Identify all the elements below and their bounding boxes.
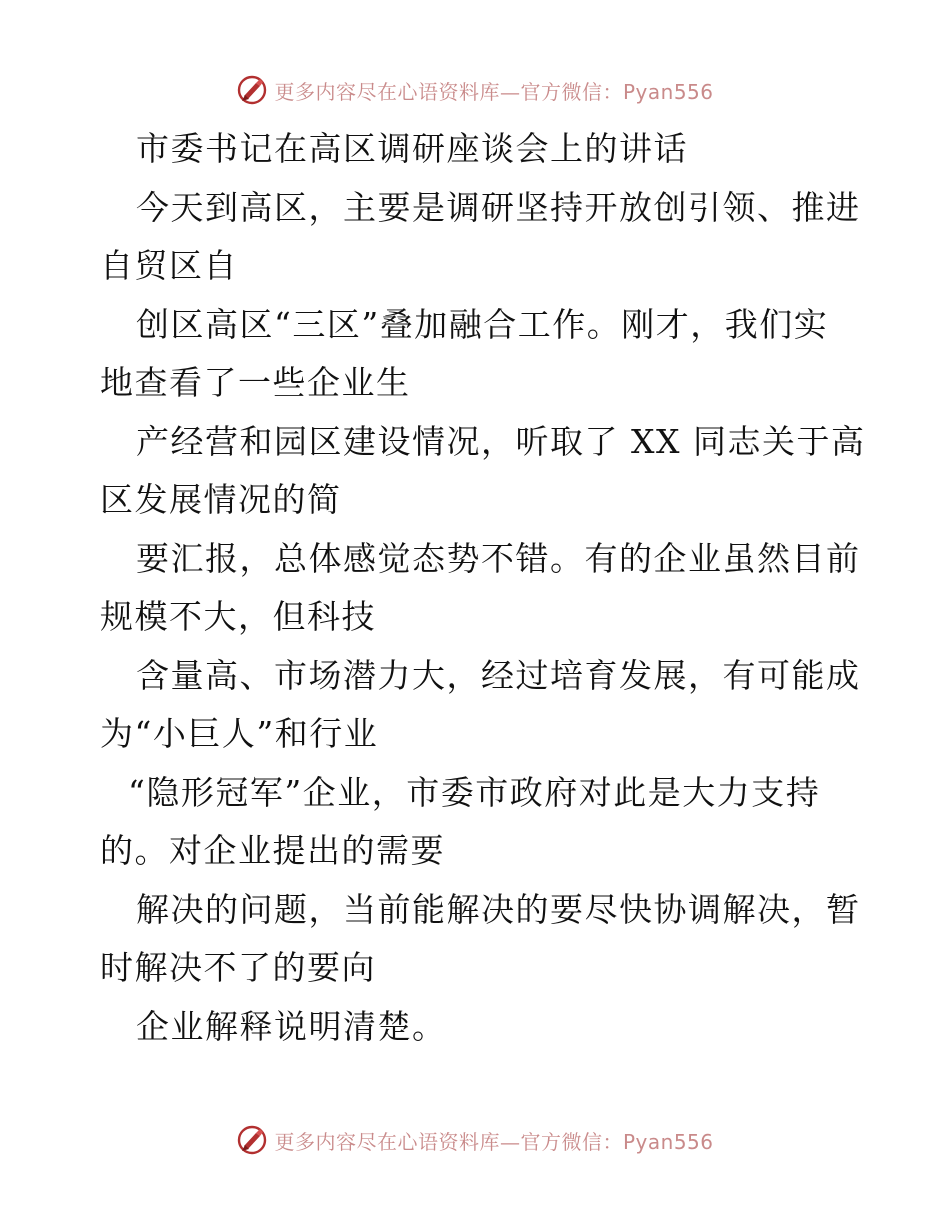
footer-banner-text: 更多内容尽在心语资料库—官方微信：Pyan556: [274, 1129, 714, 1154]
paragraph-line: 含量高、市场潜力大，经过培育发展，有可能成: [136, 655, 861, 695]
footer-banner: [0, 1120, 950, 1160]
paragraph-line: 地查看了一些企业生: [100, 363, 411, 402]
paragraph-line: 规模不大，但科技: [100, 597, 376, 636]
document-title: 市委书记在高区调研座谈会上的讲话: [136, 129, 688, 168]
paragraph-line: 的。对企业提出的需要: [100, 831, 445, 870]
paragraph-line: 企业解释说明清楚。: [136, 1006, 447, 1046]
paragraph-line: 要汇报，总体感觉态势不错。有的企业虽然目前: [136, 538, 861, 578]
document-body: [100, 120, 866, 1056]
paragraph-line: “隐形冠军”企业，市委市政府对此是大力支持: [128, 772, 821, 812]
pen-logo-icon: [236, 74, 268, 106]
header-wechat-handle: Pyan556: [622, 79, 714, 104]
header-banner-text: 更多内容尽在心语资料库—官方微信：Pyan556: [274, 79, 714, 104]
paragraph-line: 区发展情况的简: [100, 480, 342, 519]
paragraph-line: 解决的问题，当前能解决的要尽快协调解决，暂: [136, 889, 861, 929]
paragraph-line: 今天到高区，主要是调研坚持开放创引领、推进: [136, 187, 861, 227]
header-banner: [0, 70, 950, 110]
paragraph-line: 自贸区自: [100, 246, 238, 285]
paragraph-line: 为“小巨人”和行业: [100, 714, 379, 753]
paragraph-line: 产经营和园区建设情况，听取了 XX 同志关于高: [136, 421, 866, 461]
footer-wechat-handle: Pyan556: [622, 1129, 714, 1154]
paragraph-line: 时解决不了的要向: [100, 948, 376, 987]
paragraph-line: 创区高区“三区”叠加融合工作。刚才，我们实: [136, 304, 829, 344]
pen-logo-icon: [236, 1124, 268, 1156]
